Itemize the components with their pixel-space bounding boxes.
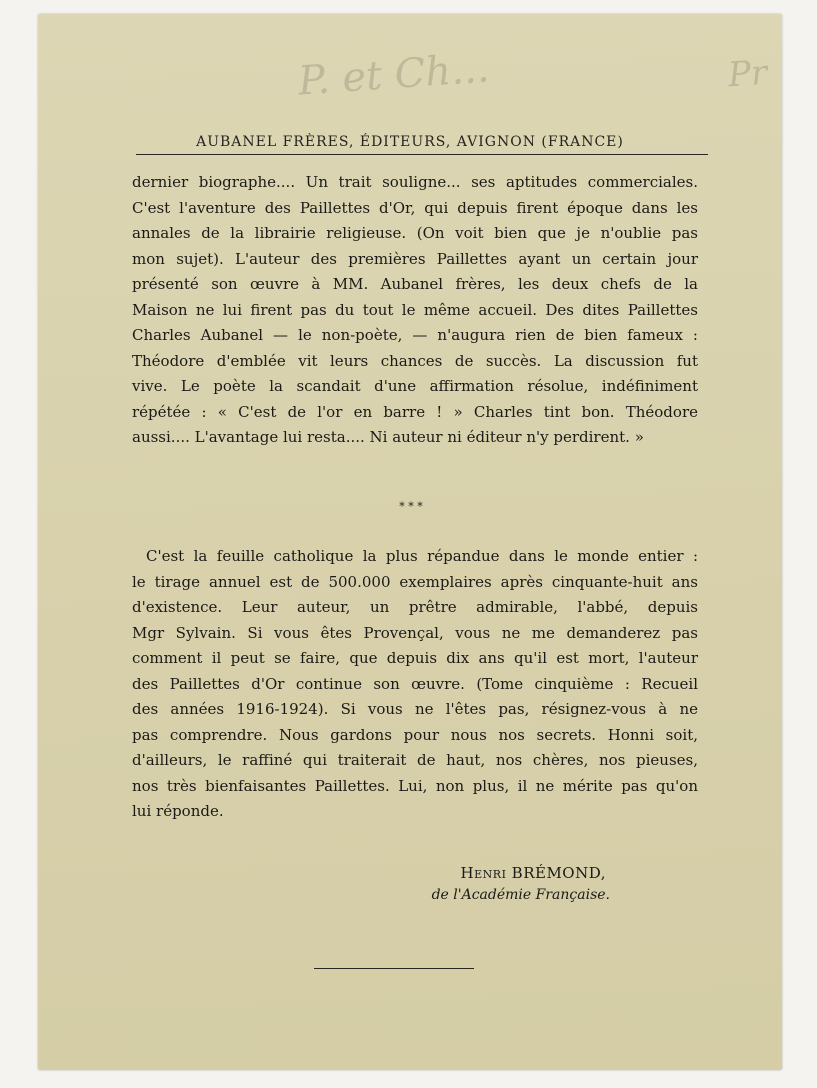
text-line: Maison ne lui firent pas du tout le même accueil. Des dites Paillettes (132, 300, 698, 319)
text-line: aussi.... L'avantage lui resta.... Ni auteur ni éditeur n'y perdirent. » (132, 428, 644, 446)
paragraph-1 (132, 170, 698, 451)
text-line: d'existence. Leur auteur, un prêtre admirable, l'abbé, depuis (132, 598, 698, 616)
text-line: annales de la librairie religieuse. (On voit bien que je n'oublie pas (132, 224, 698, 242)
text-line: des Paillettes d'Or continue son œuvre. (Tome cinquième : Recueil (132, 674, 698, 693)
section-separator: * * * (399, 500, 423, 513)
text-line: pas comprendre. Nous gardons pour nous nos secrets. Honni soit, (132, 725, 698, 744)
text-line: nos très bienfaisantes Paillettes. Lui, non plus, il ne mérite pas qu'on (132, 776, 698, 795)
end-rule (314, 968, 474, 969)
text-line: mon sujet). L'auteur des premières Paillettes ayant un certain jour (132, 249, 698, 268)
handwritten-bleed: P. et Ch... (296, 45, 491, 105)
text-line: lui réponde. (132, 802, 224, 820)
signature-name: Henri BRÉMOND, (460, 864, 606, 882)
text-line: dernier biographe.... Un trait souligne... ses aptitudes commerciales. (132, 173, 698, 191)
publisher-header: AUBANEL FRÈRES, ÉDITEURS, AVIGNON (FRANCE) (196, 134, 624, 150)
text-line: comment il peut se faire, que depuis dix ans qu'il est mort, l'auteur (132, 649, 698, 667)
header-rule (136, 154, 708, 155)
signature-title: de l'Académie Française. (431, 887, 610, 903)
paragraph-2 (132, 544, 698, 825)
text-line: d'ailleurs, le raffiné qui traiterait de haut, nos chères, nos pieuses, (132, 751, 698, 769)
text-line: Mgr Sylvain. Si vous êtes Provençal, vous ne me demanderez pas (132, 623, 698, 642)
text-line: des années 1916-1924). Si vous ne l'êtes pas, résignez-vous à ne (132, 700, 698, 718)
text-line: vive. Le poète la scandait d'une affirmation résolue, indéfiniment (132, 377, 698, 395)
text-line: présenté son œuvre à MM. Aubanel frères, les deux chefs de la (132, 275, 698, 293)
text-line: C'est la feuille catholique la plus répandue dans le monde entier : (146, 547, 698, 565)
text-line: C'est l'aventure des Paillettes d'Or, qui depuis firent époque dans les (132, 198, 698, 217)
text-line: Théodore d'emblée vit leurs chances de succès. La discussion fut (132, 351, 698, 370)
paper-sheet (38, 14, 782, 1070)
text-line: le tirage annuel est de 500.000 exemplaires après cinquante-huit ans (132, 572, 698, 591)
text-line: Charles Aubanel — le non-poète, — n'augura rien de bien fameux : (132, 326, 698, 344)
text-line: répétée : « C'est de l'or en barre ! » Charles tint bon. Théodore (132, 402, 698, 421)
handwritten-bleed-margin: Pr (726, 52, 769, 96)
